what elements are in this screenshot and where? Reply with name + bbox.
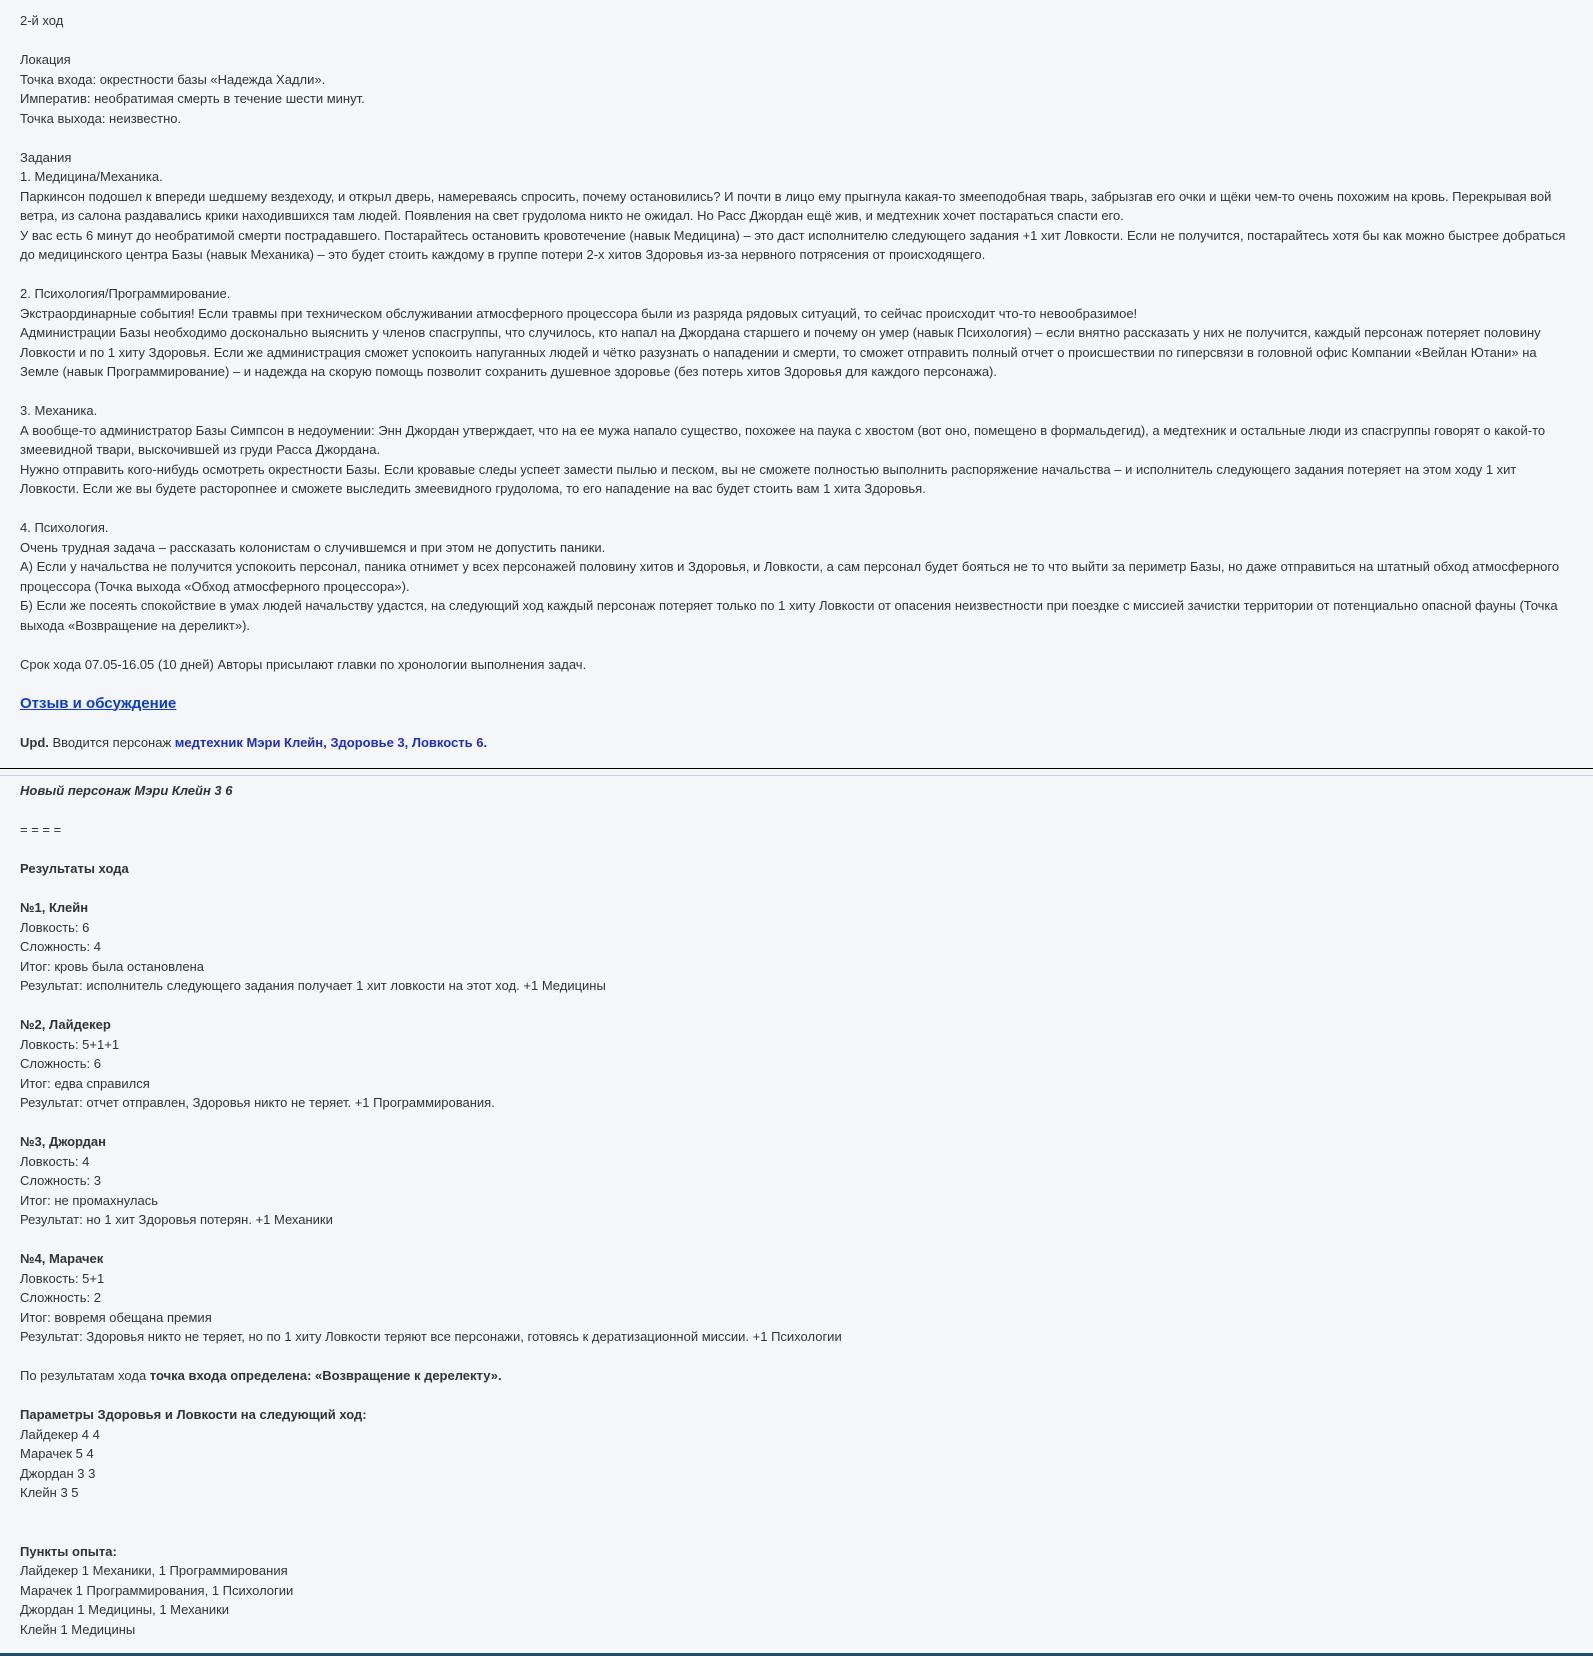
result-difficulty: Сложность: 4	[20, 939, 101, 954]
param-item: Лайдекер 4 4	[20, 1426, 100, 1442]
result-outcome: Итог: вовремя обещана премия	[20, 1309, 212, 1325]
result-result: Результат: исполнитель следующего задания получает 1 хит ловкости на этот ход. +1 Медицины	[20, 978, 606, 993]
location-heading: Локация	[20, 52, 71, 67]
result-agility: Ловкость: 4	[20, 1153, 90, 1169]
params-heading: Параметры Здоровья и Ловкости на следующий ход:	[20, 1407, 367, 1422]
task1-title: 1. Медицина/Механика.	[20, 169, 163, 184]
param-item: Клейн 3 5	[20, 1485, 79, 1500]
result-result: Результат: но 1 хит Здоровья потерян. +1 Механики	[20, 1212, 333, 1227]
result-title: №2, Лайдекер	[20, 1017, 111, 1032]
upd-line	[20, 733, 1579, 753]
post-turn-results	[0, 781, 1593, 1643]
param-item: Джордан 3 3	[20, 1465, 96, 1481]
xp-item: Лайдекер 1 Механики, 1 Программирования	[20, 1563, 288, 1578]
result-title: №4, Марачек	[20, 1251, 104, 1266]
result-agility: Ловкость: 5+1+1	[20, 1036, 120, 1052]
result-outcome: Итог: не промахнулась	[20, 1192, 159, 1208]
task1-paragraph: Паркинсон подошел к впереди шедшему вездеходу, и открыл дверь, намереваясь спросить, почему остановились? И почти в лицо ему прыгнула какая-то змееподобная тварь, забрызгав его очки и щёки чем-то очень похожим на кровь. Перекрывая вой ветра, из салона раздавались крики находившихся там людей. Появления на свет грудолома никто не ожидал. Но Расс Джордан ещё жив, и медтехник хочет постараться спасти его.	[20, 188, 1552, 223]
result-difficulty: Сложность: 2	[20, 1290, 101, 1305]
result-agility: Ловкость: 6	[20, 919, 90, 935]
entry-prefix: По результатам хода	[20, 1368, 150, 1383]
task4-paragraph: Б) Если же посеять спокойствие в умах людей начальству удастся, на следующий ход каждый персонаж потеряет только по 1 хиту Ловкости от опасения неизвестности при поездке с миссией зачистки территории от потенциально опасной фауны (Точка выхода «Возвращение на дереликт»).	[20, 598, 1558, 633]
result-outcome: Итог: кровь была остановлена	[20, 958, 205, 974]
exit-point: Точка выхода: неизвестно.	[20, 110, 182, 126]
task3-title: 3. Механика.	[20, 403, 98, 418]
xp-item: Марачек 1 Программирования, 1 Психологии	[20, 1582, 294, 1598]
upd-text: Вводится персонаж	[48, 735, 175, 750]
xp-heading: Пункты опыта:	[20, 1543, 117, 1559]
results-heading: Результаты хода	[20, 861, 129, 876]
upd-character-highlight: медтехник Мэри Клейн, Здоровье 3, Ловкость 6.	[174, 735, 488, 750]
result-title: №3, Джордан	[20, 1134, 106, 1149]
param-item: Марачек 5 4	[20, 1446, 94, 1461]
task1-paragraph: У вас есть 6 минут до необратимой смерти пострадавшего. Постарайтесь остановить кровотечение (навык Медицина) – это даст исполнителю следующего задания +1 хит Ловкости. Если не получится, постарайтесь хотя бы как можно быстрее добраться до медицинского центра Базы (навык Механика) – это будет стоить каждому в группе потери 2-х хитов Здоровья из-за нервного потрясения от происходящего.	[20, 227, 1566, 262]
task2-paragraph: Экстраординарные события! Если травмы при техническом обслуживании атмосферного процессора были из разряда рядовых ситуаций, то сейчас происходит что-то невообразимое!	[20, 305, 1138, 321]
result-outcome: Итог: едва справился	[20, 1075, 150, 1091]
xp-item: Джордан 1 Медицины, 1 Механики	[20, 1602, 230, 1617]
imperative: Императив: необратимая смерть в течение шести минут.	[20, 91, 365, 106]
turn-title: 2-й ход	[20, 13, 64, 28]
task2-paragraph: Администрации Базы необходимо досконально выяснить у членов спасгруппы, что случилось, кто напал на Джордана старшего и почему он умер (навык Психология) – если внятно рассказать у них не получится, каждый персонаж потеряет половину Ловкости и по 1 хиту Здоровья. Если же администрация сможет успокоить напуганных людей и чётко разузнать о нападении и смерти, то сможет отправить полный отчет о происшествии по гиперсвязи в головной офис Компании «Вейлан Ютани» на Земле (навык Программирование) – и надежда на скорую помощь позволит сохранить душевное здоровье (без потерь хитов Здоровья для каждого персонажа).	[20, 325, 1541, 379]
xp-item: Клейн 1 Медицины	[20, 1621, 136, 1637]
entry-point-result	[20, 1366, 1579, 1386]
result-agility: Ловкость: 5+1	[20, 1270, 105, 1286]
tasks-heading: Задания	[20, 149, 72, 165]
task4-paragraph: А) Если у начальства не получится успокоить персонал, паника отнимет у всех персонажей половину хитов и Здоровья, и Ловкости, а сам персонал будет бояться не то что выйти за периметр Базы, но даже отправиться на штатный обход атмосферного процессора (Точка выхода «Обход атмосферного процессора»).	[20, 559, 1560, 594]
entry-bold: точка входа определена: «Возвращение к дерелекту».	[149, 1368, 502, 1383]
task2-title: 2. Психология/Программирование.	[20, 286, 231, 301]
deadline: Срок хода 07.05-16.05 (10 дней) Авторы присылают главки по хронологии выполнения задач.	[20, 656, 587, 672]
result-difficulty: Сложность: 3	[20, 1173, 101, 1188]
result-difficulty: Сложность: 6	[20, 1056, 101, 1071]
result-result: Результат: Здоровья никто не теряет, но по 1 хиту Ловкости теряют все персонажи, готовясь к дератизационной миссии. +1 Психологии	[20, 1329, 842, 1344]
result-title: №1, Клейн	[20, 900, 89, 915]
task4-paragraph: Очень трудная задача – рассказать колонистам о случившемся и при этом не допустить паники.	[20, 539, 606, 555]
discussion-link[interactable]: Отзыв и обсуждение	[20, 694, 177, 712]
entry-point: Точка входа: окрестности базы «Надежда Хадли».	[20, 71, 326, 87]
post-divider	[0, 768, 1593, 776]
post-turn-2	[0, 11, 1593, 766]
upd-label: Upd.	[20, 735, 49, 750]
task4-title: 4. Психология.	[20, 520, 109, 535]
new-character: Новый персонаж Мэри Клейн 3 6	[20, 783, 233, 798]
result-result: Результат: отчет отправлен, Здоровья никто не теряет. +1 Программирования.	[20, 1095, 495, 1110]
task3-paragraph: Нужно отправить кого-нибудь осмотреть окрестности Базы. Если кровавые следы успеет замести пылью и песком, вы не сможете полностью выполнить распоряжение начальства – и исполнитель следующего задания потеряет на этом ходу 1 хит Ловкости. Если же вы будете расторопнее и сможете выследить змеевидного грудолома, то его нападение на вас будет стоить вам 1 хита Здоровья.	[20, 461, 1517, 496]
task3-paragraph: А вообще-то администратор Базы Симпсон в недоумении: Энн Джордан утверждает, что на ее мужа напало существо, похожее на паука с хвостом (вот оно, помещено в формальдегид), а медтехник и остальные люди из спасгруппы говорят о какой-то змеевидной твари, выскочившей из груди Расса Джордана.	[20, 422, 1546, 457]
separator: = = = =	[20, 822, 62, 837]
